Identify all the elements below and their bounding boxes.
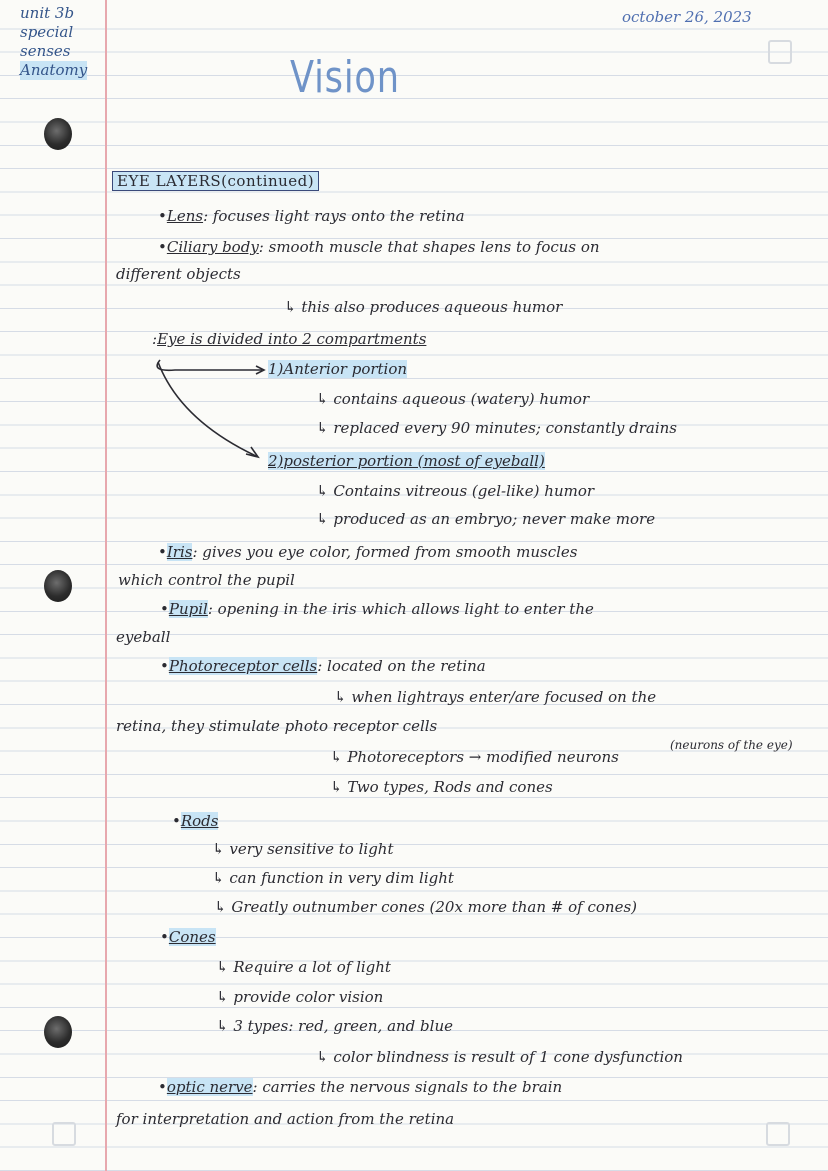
rods-item	[212, 869, 454, 887]
rods-item	[212, 840, 394, 858]
unit-line: special	[20, 23, 74, 41]
optic-term: optic nerve	[166, 1078, 253, 1096]
hooked-arrow-icon: ↳	[216, 988, 234, 1006]
pupil-cont: eyeball	[116, 628, 171, 646]
posterior-label-text: 2)posterior portion (most of eyeball)	[268, 452, 545, 470]
cones-item	[216, 1017, 453, 1035]
photoreceptor-text: : located on the retina	[317, 657, 486, 675]
anterior-sub1-text: contains aqueous (watery) humor	[333, 390, 590, 408]
photoreceptor-sub1	[334, 688, 656, 706]
hooked-arrow-icon: ↳	[316, 510, 334, 528]
photoreceptor-sub2	[330, 748, 619, 766]
anterior-sub2-text: replaced every 90 minutes; constantly drains	[333, 419, 678, 437]
bullet-dot-icon: •	[158, 1078, 167, 1096]
iris-text: : gives you eye color, formed from smooth muscles	[192, 543, 578, 561]
optic-text: : carries the nervous signals to the brain	[252, 1078, 563, 1096]
pupil-line	[160, 600, 594, 618]
posterior-sub2-text: produced as an embryo; never make more	[333, 510, 656, 528]
ciliary-sub-text: this also produces aqueous humor	[301, 298, 563, 316]
bullet-dot-icon: :	[152, 330, 158, 348]
cones-item	[216, 958, 391, 976]
hooked-arrow-icon: ↳	[212, 840, 230, 858]
photoreceptor-sub1-text: when lightrays enter/are focused on the	[351, 688, 657, 706]
hooked-arrow-icon: ↳	[284, 298, 302, 316]
neurons-note: (neurons of the eye)	[670, 738, 793, 752]
photoreceptor-term: Photoreceptor cells	[168, 657, 318, 675]
bullet-dot-icon: •	[160, 600, 169, 618]
hooked-arrow-icon: ↳	[316, 482, 334, 500]
section-heading-text: EYE LAYERS(continued)	[112, 171, 319, 191]
arrow-to-posterior	[158, 362, 256, 456]
photoreceptor-sub3	[330, 778, 553, 796]
hooked-arrow-icon: ↳	[316, 419, 334, 437]
bullet-dot-icon: •	[158, 238, 167, 256]
ciliary-term: Ciliary body	[166, 238, 259, 256]
rods-item-text: very sensitive to light	[229, 840, 394, 858]
unit-line: Anatomy	[20, 61, 88, 79]
bullet-dot-icon: •	[160, 928, 169, 946]
pupil-term: Pupil	[168, 600, 208, 618]
cones-sub	[316, 1048, 683, 1066]
hooked-arrow-icon: ↳	[214, 898, 232, 916]
optic-line	[158, 1078, 562, 1096]
rods-term: Rods	[180, 812, 219, 830]
posterior-sub1-text: Contains vitreous (gel-like) humor	[333, 482, 595, 500]
cones-item-text: Require a lot of light	[233, 958, 391, 976]
photoreceptor-sub2-text: Photoreceptors → modified neurons	[347, 748, 619, 766]
photoreceptor-sub3-text: Two types, Rods and cones	[347, 778, 553, 796]
hooked-arrow-icon: ↳	[316, 1048, 334, 1066]
iris-line	[158, 543, 578, 561]
hooked-arrow-icon: ↳	[334, 688, 352, 706]
bullet-dot-icon: •	[160, 657, 169, 675]
cones-term: Cones	[168, 928, 216, 946]
page-title: Vision	[290, 52, 400, 103]
bullet-dot-icon: •	[158, 543, 167, 561]
cones-item-text: provide color vision	[233, 988, 384, 1006]
iris-term: Iris	[166, 543, 193, 561]
optic-cont: for interpretation and action from the retina	[116, 1110, 455, 1128]
lens-term: Lens	[166, 207, 204, 225]
compartments-text: Eye is divided into 2 compartments	[157, 330, 427, 348]
ciliary-cont: different objects	[116, 265, 241, 283]
hooked-arrow-icon: ↳	[216, 1017, 234, 1035]
rods-item	[214, 898, 637, 916]
cones-item	[216, 988, 383, 1006]
unit-line: unit 3b	[20, 4, 75, 22]
pupil-text: : opening in the iris which allows light to enter the	[207, 600, 594, 618]
rods-heading	[172, 812, 218, 830]
hooked-arrow-icon: ↳	[212, 869, 230, 887]
page-date: october 26, 2023	[622, 8, 752, 26]
hooked-arrow-icon: ↳	[316, 390, 334, 408]
anterior-label-text: 1)Anterior portion	[268, 360, 408, 378]
hooked-arrow-icon: ↳	[330, 748, 348, 766]
hooked-arrow-icon: ↳	[216, 958, 234, 976]
bullet-dot-icon: •	[158, 207, 167, 225]
iris-cont: which control the pupil	[118, 571, 295, 589]
arrow-to-anterior	[157, 360, 262, 370]
unit-line: senses	[20, 42, 71, 60]
cones-sub-text: color blindness is result of 1 cone dysfunction	[333, 1048, 683, 1066]
photoreceptor-line	[160, 657, 486, 675]
hooked-arrow-icon: ↳	[330, 778, 348, 796]
photoreceptor-sub1-cont: retina, they stimulate photo receptor cells	[116, 717, 438, 735]
cones-heading	[160, 928, 216, 946]
cones-item-text: 3 types: red, green, and blue	[233, 1017, 453, 1035]
ciliary-text: : smooth muscle that shapes lens to focus on	[258, 238, 600, 256]
lens-text: : focuses light rays onto the retina	[203, 207, 465, 225]
rods-item-text: Greatly outnumber cones (20x more than # of cones)	[231, 898, 638, 916]
rods-item-text: can function in very dim light	[229, 869, 454, 887]
bullet-dot-icon: •	[172, 812, 181, 830]
